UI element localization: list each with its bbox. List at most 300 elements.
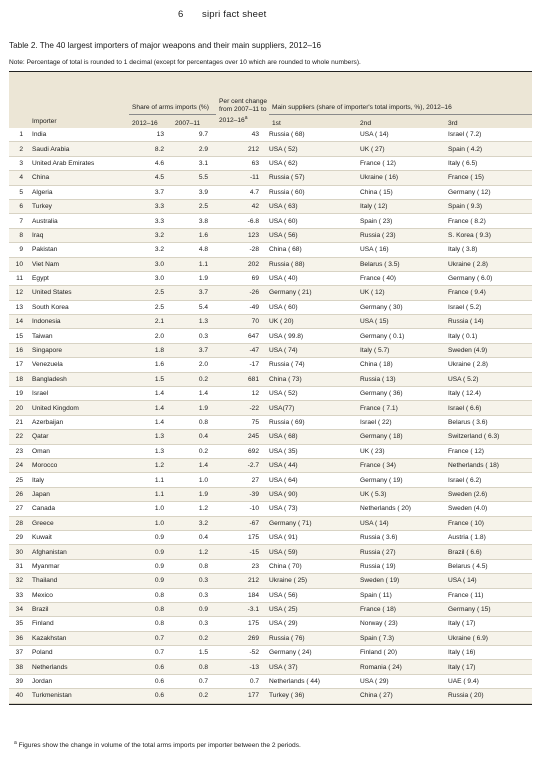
cell-change: -49	[216, 300, 269, 314]
cell-rank: 26	[9, 487, 29, 501]
header-supplier-2nd: 2nd	[357, 115, 445, 129]
table-row	[9, 243, 532, 257]
table-row	[9, 415, 532, 429]
table-row	[9, 128, 532, 142]
cell-supplier-1st: Russia ( 69)	[269, 415, 357, 429]
header-share-2012-16: 2012–16	[129, 115, 172, 129]
cell-supplier-1st: USA ( 25)	[269, 602, 357, 616]
cell-supplier-2nd: Spain ( 7.3)	[357, 631, 445, 645]
cell-share-2007-11: 1.2	[172, 502, 216, 516]
cell-supplier-2nd: Italy ( 5.7)	[357, 343, 445, 357]
importers-table-wrapper	[9, 71, 532, 705]
cell-share-2012-16: 2.0	[129, 329, 172, 343]
cell-importer: Iraq	[29, 228, 129, 242]
cell-change: 75	[216, 415, 269, 429]
cell-supplier-1st: USA ( 60)	[269, 300, 357, 314]
cell-rank: 10	[9, 257, 29, 271]
cell-importer: Kuwait	[29, 530, 129, 544]
cell-supplier-3rd: Italy ( 12.4)	[445, 387, 532, 401]
cell-rank: 38	[9, 660, 29, 674]
table-row	[9, 315, 532, 329]
cell-change: 245	[216, 430, 269, 444]
cell-supplier-3rd: France ( 15)	[445, 171, 532, 185]
cell-rank: 2	[9, 142, 29, 156]
cell-share-2012-16: 1.4	[129, 387, 172, 401]
cell-supplier-1st: Russia ( 60)	[269, 185, 357, 199]
cell-supplier-3rd: Spain ( 4.2)	[445, 142, 532, 156]
cell-supplier-1st: Russia ( 76)	[269, 631, 357, 645]
cell-rank: 22	[9, 430, 29, 444]
cell-share-2007-11: 0.8	[172, 559, 216, 573]
page-number: 6	[178, 9, 184, 20]
cell-share-2012-16: 13	[129, 128, 172, 142]
table-row	[9, 430, 532, 444]
cell-supplier-1st: China ( 68)	[269, 243, 357, 257]
cell-share-2007-11: 3.2	[172, 516, 216, 530]
cell-share-2012-16: 1.4	[129, 415, 172, 429]
cell-importer: Netherlands	[29, 660, 129, 674]
cell-supplier-2nd: Russia ( 23)	[357, 228, 445, 242]
cell-supplier-1st: Turkey ( 36)	[269, 689, 357, 703]
footnote: $^a$ Figures show the change in volume of the total arms imports per importer between the 2 periods.	[14, 740, 301, 750]
cell-importer: Indonesia	[29, 315, 129, 329]
cell-rank: 36	[9, 631, 29, 645]
cell-supplier-1st: USA ( 60)	[269, 214, 357, 228]
cell-share-2012-16: 3.0	[129, 271, 172, 285]
table-row	[9, 185, 532, 199]
table-row	[9, 631, 532, 645]
cell-supplier-1st: USA ( 52)	[269, 387, 357, 401]
table-title: Table 2. The 40 largest importers of major weapons and their main suppliers, 2012–16	[9, 41, 322, 50]
cell-importer: Afghanistan	[29, 545, 129, 559]
cell-change: -28	[216, 243, 269, 257]
cell-share-2007-11: 0.8	[172, 660, 216, 674]
cell-importer: Brazil	[29, 602, 129, 616]
cell-supplier-2nd: Netherlands ( 20)	[357, 502, 445, 516]
cell-importer: Morocco	[29, 458, 129, 472]
cell-importer: Italy	[29, 473, 129, 487]
cell-supplier-3rd: USA ( 5.2)	[445, 372, 532, 386]
cell-importer: Oman	[29, 444, 129, 458]
table-bottom-rule	[9, 704, 532, 705]
cell-supplier-1st: USA(77)	[269, 401, 357, 415]
header-suppliers: Main suppliers (share of importer's total imports, %), 2012–16	[269, 72, 532, 115]
cell-rank: 24	[9, 458, 29, 472]
cell-rank: 33	[9, 588, 29, 602]
cell-supplier-1st: USA ( 37)	[269, 660, 357, 674]
cell-importer: Taiwan	[29, 329, 129, 343]
cell-importer: Jordan	[29, 674, 129, 688]
cell-share-2012-16: 3.2	[129, 243, 172, 257]
cell-change: 42	[216, 199, 269, 213]
cell-share-2012-16: 1.3	[129, 430, 172, 444]
cell-supplier-2nd: Romania ( 24)	[357, 660, 445, 674]
cell-rank: 32	[9, 574, 29, 588]
cell-share-2007-11: 0.8	[172, 415, 216, 429]
cell-supplier-1st: USA ( 64)	[269, 473, 357, 487]
table-row	[9, 329, 532, 343]
cell-importer: Egypt	[29, 271, 129, 285]
cell-share-2007-11: 0.7	[172, 674, 216, 688]
cell-share-2007-11: 1.5	[172, 646, 216, 660]
cell-change: -22	[216, 401, 269, 415]
table-header	[9, 72, 532, 129]
header-supplier-3rd: 3rd	[445, 115, 532, 129]
cell-share-2012-16: 1.0	[129, 502, 172, 516]
cell-change: 647	[216, 329, 269, 343]
cell-supplier-2nd: UK ( 5.3)	[357, 487, 445, 501]
cell-supplier-1st: USA ( 74)	[269, 343, 357, 357]
cell-rank: 25	[9, 473, 29, 487]
cell-supplier-3rd: France ( 10)	[445, 516, 532, 530]
cell-share-2007-11: 1.4	[172, 387, 216, 401]
cell-supplier-3rd: Italy ( 3.8)	[445, 243, 532, 257]
cell-importer: Qatar	[29, 430, 129, 444]
cell-supplier-2nd: Germany ( 19)	[357, 473, 445, 487]
cell-share-2012-16: 0.7	[129, 646, 172, 660]
cell-supplier-1st: USA ( 99.8)	[269, 329, 357, 343]
cell-rank: 13	[9, 300, 29, 314]
cell-share-2012-16: 0.7	[129, 631, 172, 645]
cell-supplier-1st: USA ( 59)	[269, 545, 357, 559]
cell-supplier-1st: USA ( 56)	[269, 228, 357, 242]
cell-supplier-2nd: Spain ( 11)	[357, 588, 445, 602]
cell-share-2012-16: 3.2	[129, 228, 172, 242]
cell-supplier-3rd: UAE ( 9.4)	[445, 674, 532, 688]
cell-importer: Singapore	[29, 343, 129, 357]
cell-share-2012-16: 2.5	[129, 286, 172, 300]
cell-share-2012-16: 4.5	[129, 171, 172, 185]
cell-importer: Turkmenistan	[29, 689, 129, 703]
cell-change: 123	[216, 228, 269, 242]
cell-importer: Turkey	[29, 199, 129, 213]
table-note: Note: Percentage of total is rounded to 1 decimal (except for percentages over 10 which are rounded to whole numbers).	[9, 59, 361, 66]
cell-change: -17	[216, 358, 269, 372]
cell-supplier-1st: USA ( 40)	[269, 271, 357, 285]
cell-rank: 27	[9, 502, 29, 516]
cell-change: 4.7	[216, 185, 269, 199]
cell-importer: Mexico	[29, 588, 129, 602]
cell-rank: 15	[9, 329, 29, 343]
cell-rank: 9	[9, 243, 29, 257]
cell-rank: 8	[9, 228, 29, 242]
table-body	[9, 128, 532, 703]
cell-share-2007-11: 1.6	[172, 228, 216, 242]
table-row	[9, 171, 532, 185]
table-row	[9, 156, 532, 170]
cell-change: 70	[216, 315, 269, 329]
table-row	[9, 257, 532, 271]
cell-supplier-3rd: Belarus ( 3.6)	[445, 415, 532, 429]
table-row	[9, 646, 532, 660]
cell-importer: Venezuela	[29, 358, 129, 372]
cell-change: 184	[216, 588, 269, 602]
cell-importer: Algeria	[29, 185, 129, 199]
cell-supplier-3rd: Italy ( 6.5)	[445, 156, 532, 170]
cell-supplier-2nd: France ( 18)	[357, 602, 445, 616]
cell-rank: 29	[9, 530, 29, 544]
cell-importer: United Kingdom	[29, 401, 129, 415]
cell-rank: 30	[9, 545, 29, 559]
cell-supplier-3rd: Sweden (4.0)	[445, 502, 532, 516]
cell-share-2007-11: 0.3	[172, 617, 216, 631]
cell-share-2007-11: 1.1	[172, 257, 216, 271]
cell-importer: Kazakhstan	[29, 631, 129, 645]
table-row	[9, 588, 532, 602]
cell-change: 202	[216, 257, 269, 271]
footnote-marker: a	[14, 740, 17, 746]
cell-change: 69	[216, 271, 269, 285]
cell-share-2007-11: 0.4	[172, 530, 216, 544]
cell-rank: 37	[9, 646, 29, 660]
header-change-label: Per cent change from 2007–11 to 2012–16	[219, 97, 268, 125]
cell-rank: 1	[9, 128, 29, 142]
cell-share-2012-16: 0.9	[129, 545, 172, 559]
header-share-2007-11: 2007–11	[172, 115, 216, 129]
header-rank-spacer-2	[9, 115, 29, 129]
cell-supplier-2nd: France ( 40)	[357, 271, 445, 285]
header-rank-spacer	[9, 72, 29, 115]
cell-supplier-3rd: Ukraine ( 2.8)	[445, 358, 532, 372]
cell-share-2007-11: 3.1	[172, 156, 216, 170]
cell-supplier-1st: USA ( 29)	[269, 617, 357, 631]
cell-rank: 12	[9, 286, 29, 300]
cell-rank: 16	[9, 343, 29, 357]
cell-share-2007-11: 1.9	[172, 401, 216, 415]
cell-rank: 7	[9, 214, 29, 228]
table-row	[9, 689, 532, 703]
cell-share-2007-11: 2.0	[172, 358, 216, 372]
cell-supplier-3rd: Russia ( 14)	[445, 315, 532, 329]
cell-share-2007-11: 0.2	[172, 689, 216, 703]
table-row	[9, 574, 532, 588]
cell-supplier-2nd: Ukraine ( 16)	[357, 171, 445, 185]
cell-supplier-2nd: Finland ( 20)	[357, 646, 445, 660]
header-change: Per cent change from 2007–11 to 2012–16$^a$	[216, 72, 269, 129]
cell-supplier-2nd: Italy ( 12)	[357, 199, 445, 213]
cell-supplier-2nd: China ( 27)	[357, 689, 445, 703]
cell-rank: 28	[9, 516, 29, 530]
cell-share-2012-16: 1.0	[129, 516, 172, 530]
cell-supplier-2nd: Russia ( 27)	[357, 545, 445, 559]
cell-supplier-2nd: USA ( 29)	[357, 674, 445, 688]
table-row	[9, 516, 532, 530]
cell-change: 0.7	[216, 674, 269, 688]
cell-share-2012-16: 0.9	[129, 559, 172, 573]
cell-share-2007-11: 2.9	[172, 142, 216, 156]
cell-supplier-2nd: Belarus ( 3.5)	[357, 257, 445, 271]
importers-table	[9, 71, 532, 704]
cell-supplier-2nd: USA ( 15)	[357, 315, 445, 329]
table-row	[9, 387, 532, 401]
cell-share-2007-11: 1.3	[172, 315, 216, 329]
cell-rank: 23	[9, 444, 29, 458]
cell-share-2012-16: 0.8	[129, 617, 172, 631]
cell-supplier-3rd: Spain ( 9.3)	[445, 199, 532, 213]
cell-share-2012-16: 0.9	[129, 530, 172, 544]
table-row	[9, 545, 532, 559]
header-importer: Importer	[29, 72, 129, 129]
cell-supplier-2nd: Germany ( 0.1)	[357, 329, 445, 343]
table-row	[9, 300, 532, 314]
table-row	[9, 444, 532, 458]
table-row	[9, 343, 532, 357]
cell-supplier-2nd: Germany ( 36)	[357, 387, 445, 401]
cell-change: 212	[216, 142, 269, 156]
cell-share-2012-16: 3.3	[129, 214, 172, 228]
cell-share-2007-11: 1.9	[172, 487, 216, 501]
table-row	[9, 358, 532, 372]
cell-rank: 40	[9, 689, 29, 703]
table-row	[9, 286, 532, 300]
cell-importer: Saudi Arabia	[29, 142, 129, 156]
cell-rank: 34	[9, 602, 29, 616]
cell-share-2012-16: 1.2	[129, 458, 172, 472]
cell-change: 27	[216, 473, 269, 487]
cell-supplier-2nd: Russia ( 13)	[357, 372, 445, 386]
cell-importer: United Arab Emirates	[29, 156, 129, 170]
cell-share-2007-11: 1.4	[172, 458, 216, 472]
cell-importer: Japan	[29, 487, 129, 501]
cell-share-2007-11: 3.9	[172, 185, 216, 199]
cell-importer: Israel	[29, 387, 129, 401]
cell-change: 681	[216, 372, 269, 386]
cell-share-2012-16: 1.1	[129, 487, 172, 501]
cell-rank: 6	[9, 199, 29, 213]
cell-rank: 3	[9, 156, 29, 170]
header-share: Share of arms imports (%)	[129, 72, 216, 115]
cell-supplier-3rd: Belarus ( 4.5)	[445, 559, 532, 573]
cell-share-2007-11: 0.2	[172, 372, 216, 386]
cell-change: -52	[216, 646, 269, 660]
cell-importer: Poland	[29, 646, 129, 660]
cell-share-2007-11: 0.2	[172, 444, 216, 458]
cell-share-2007-11: 0.9	[172, 602, 216, 616]
cell-supplier-1st: UK ( 20)	[269, 315, 357, 329]
cell-supplier-3rd: Sweden (4.9)	[445, 343, 532, 357]
cell-supplier-2nd: Russia ( 3.6)	[357, 530, 445, 544]
cell-supplier-2nd: Sweden ( 19)	[357, 574, 445, 588]
cell-share-2012-16: 2.1	[129, 315, 172, 329]
cell-importer: Bangladesh	[29, 372, 129, 386]
cell-rank: 31	[9, 559, 29, 573]
cell-importer: Thailand	[29, 574, 129, 588]
cell-share-2012-16: 3.0	[129, 257, 172, 271]
cell-share-2012-16: 3.3	[129, 199, 172, 213]
table-row	[9, 502, 532, 516]
table-row	[9, 530, 532, 544]
cell-supplier-1st: USA ( 62)	[269, 156, 357, 170]
cell-supplier-3rd: Brazil ( 6.6)	[445, 545, 532, 559]
cell-share-2012-16: 4.6	[129, 156, 172, 170]
cell-change: -67	[216, 516, 269, 530]
cell-supplier-2nd: Germany ( 18)	[357, 430, 445, 444]
table-row	[9, 674, 532, 688]
cell-supplier-1st: Germany ( 71)	[269, 516, 357, 530]
cell-change: -39	[216, 487, 269, 501]
cell-supplier-3rd: Sweden (2.6)	[445, 487, 532, 501]
cell-supplier-3rd: Germany ( 12)	[445, 185, 532, 199]
cell-supplier-3rd: Switzerland ( 6.3)	[445, 430, 532, 444]
cell-supplier-1st: Netherlands ( 44)	[269, 674, 357, 688]
cell-supplier-3rd: France ( 12)	[445, 444, 532, 458]
cell-change: -11	[216, 171, 269, 185]
cell-supplier-2nd: Spain ( 23)	[357, 214, 445, 228]
cell-supplier-1st: USA ( 63)	[269, 199, 357, 213]
cell-supplier-1st: USA ( 68)	[269, 430, 357, 444]
cell-share-2007-11: 3.7	[172, 286, 216, 300]
cell-supplier-3rd: Ukraine ( 6.9)	[445, 631, 532, 645]
cell-supplier-1st: Russia ( 74)	[269, 358, 357, 372]
cell-rank: 14	[9, 315, 29, 329]
cell-share-2007-11: 1.2	[172, 545, 216, 559]
cell-share-2007-11: 4.8	[172, 243, 216, 257]
cell-share-2007-11: 5.4	[172, 300, 216, 314]
cell-supplier-2nd: France ( 12)	[357, 156, 445, 170]
cell-supplier-1st: USA ( 73)	[269, 502, 357, 516]
cell-change: 269	[216, 631, 269, 645]
cell-supplier-2nd: China ( 18)	[357, 358, 445, 372]
cell-share-2012-16: 1.6	[129, 358, 172, 372]
header-supplier-1st: 1st	[269, 115, 357, 129]
cell-supplier-3rd: France ( 8.2)	[445, 214, 532, 228]
cell-importer: India	[29, 128, 129, 142]
cell-change: -3.1	[216, 602, 269, 616]
cell-supplier-2nd: France ( 34)	[357, 458, 445, 472]
cell-change: -6.8	[216, 214, 269, 228]
cell-change: -10	[216, 502, 269, 516]
cell-rank: 5	[9, 185, 29, 199]
cell-supplier-3rd: France ( 11)	[445, 588, 532, 602]
cell-supplier-3rd: Italy ( 17)	[445, 617, 532, 631]
cell-supplier-2nd: UK ( 12)	[357, 286, 445, 300]
cell-rank: 18	[9, 372, 29, 386]
cell-change: -26	[216, 286, 269, 300]
table-row	[9, 487, 532, 501]
cell-supplier-3rd: Russia ( 20)	[445, 689, 532, 703]
cell-change: -15	[216, 545, 269, 559]
cell-supplier-1st: Ukraine ( 25)	[269, 574, 357, 588]
cell-supplier-1st: Germany ( 24)	[269, 646, 357, 660]
cell-supplier-1st: Russia ( 57)	[269, 171, 357, 185]
cell-share-2012-16: 1.4	[129, 401, 172, 415]
cell-supplier-1st: USA ( 35)	[269, 444, 357, 458]
cell-change: 63	[216, 156, 269, 170]
cell-importer: Canada	[29, 502, 129, 516]
cell-share-2007-11: 0.3	[172, 588, 216, 602]
cell-rank: 11	[9, 271, 29, 285]
cell-supplier-3rd: Germany ( 15)	[445, 602, 532, 616]
cell-share-2007-11: 0.4	[172, 430, 216, 444]
cell-supplier-2nd: UK ( 27)	[357, 142, 445, 156]
cell-importer: Azerbaijan	[29, 415, 129, 429]
cell-share-2007-11: 3.7	[172, 343, 216, 357]
table-row	[9, 142, 532, 156]
cell-supplier-2nd: USA ( 14)	[357, 128, 445, 142]
cell-supplier-2nd: Israel ( 22)	[357, 415, 445, 429]
cell-rank: 35	[9, 617, 29, 631]
cell-importer: China	[29, 171, 129, 185]
cell-share-2012-16: 3.7	[129, 185, 172, 199]
cell-change: 12	[216, 387, 269, 401]
cell-supplier-1st: Russia ( 68)	[269, 128, 357, 142]
table-row	[9, 473, 532, 487]
cell-supplier-2nd: Norway ( 23)	[357, 617, 445, 631]
cell-share-2007-11: 5.5	[172, 171, 216, 185]
cell-share-2012-16: 1.3	[129, 444, 172, 458]
cell-share-2007-11: 2.5	[172, 199, 216, 213]
cell-change: -13	[216, 660, 269, 674]
